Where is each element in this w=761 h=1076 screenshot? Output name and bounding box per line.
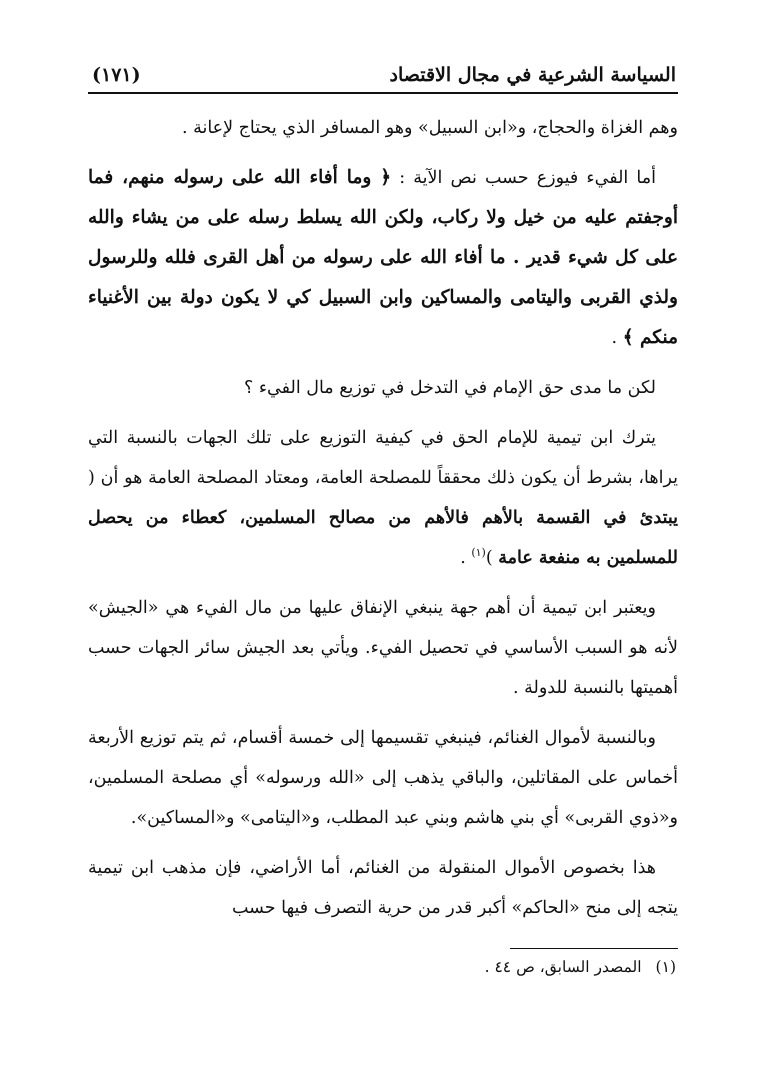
- paragraph-2: [88, 158, 678, 358]
- paragraph-1: وهم الغزاة والحجاج، و«ابن السبيل» وهو المسافر الذي يحتاج لإعانة .: [181, 118, 678, 138]
- footnote: [485, 958, 676, 976]
- paragraph-2-end: .: [611, 328, 623, 348]
- quran-verse: ﴿ وما أفاء الله على رسوله منهم، فما أوجفتم عليه من خيل ولا ركاب، ولكن الله يسلط رسله على من يشاء والله على كل شيء قدير . ما أفاء الله على رسوله من أهل القرى فلله وللرسول ولذي القربى واليتامى والمساكين وابن السبيل كي لا يكون دولة بين الأغنياء منكم ﴾: [88, 167, 678, 348]
- paragraph-6: وبالنسبة لأموال الغنائم، فينبغي تقسيمها إلى خمسة أقسام، ثم يتم توزيع الأربعة أخماس على المقاتلين، والباقي يذهب إلى «الله ورسوله» أي مصلحة المسلمين، و«ذوي القربى» أي بني هاشم وبني عبد المطلب، و«اليتامى» و«المساكين».: [88, 728, 678, 828]
- page-number: (١٧١): [92, 64, 141, 86]
- paragraph-4-intro: يترك ابن تيمية للإمام الحق في كيفية التوزيع على تلك الجهات بالنسبة التي يراها، بشرط أن يكون ذلك محققاً للمصلحة العامة، ومعتاد المصلحة العامة هو أن (: [88, 428, 678, 488]
- paragraph-4-end: .: [460, 548, 472, 568]
- book-page: [88, 58, 678, 1018]
- footnote-reference: (١): [471, 546, 486, 560]
- quote-close: ): [485, 548, 499, 568]
- paragraph-5: ويعتبر ابن تيمية أن أهم جهة ينبغي الإنفاق عليها من مال الفيء هي «الجيش» لأنه هو السبب الأساسي في تحصيل الفيء. ويأتي بعد الجيش سائر الجهات حسب أهميتها بالنسبة للدولة .: [88, 598, 678, 698]
- footnote-separator: [510, 948, 678, 949]
- paragraph-3: لكن ما مدى حق الإمام في التدخل في توزيع مال الفيء ؟: [243, 378, 656, 398]
- page-body: [88, 108, 678, 928]
- page-header: [88, 58, 678, 94]
- paragraph-4: [88, 418, 678, 578]
- paragraph-2-intro: أما الفيء فيوزع حسب نص الآية :: [391, 168, 656, 188]
- footnote-number: (١): [655, 958, 676, 976]
- paragraph-7: هذا بخصوص الأموال المنقولة من الغنائم، أما الأراضي، فإن مذهب ابن تيمية يتجه إلى منح «الحاكم» أكبر قدر من حرية التصرف فيها حسب: [88, 858, 678, 918]
- ibn-taymiyya-quote: يبتدئ في القسمة بالأهم فالأهم من مصالح المسلمين، كعطاء من يحصل للمسلمين به منفعة عامة: [88, 508, 678, 568]
- footnote-text: المصدر السابق، ص ٤٤ .: [484, 958, 642, 976]
- running-title: السياسة الشرعية في مجال الاقتصاد: [389, 64, 676, 86]
